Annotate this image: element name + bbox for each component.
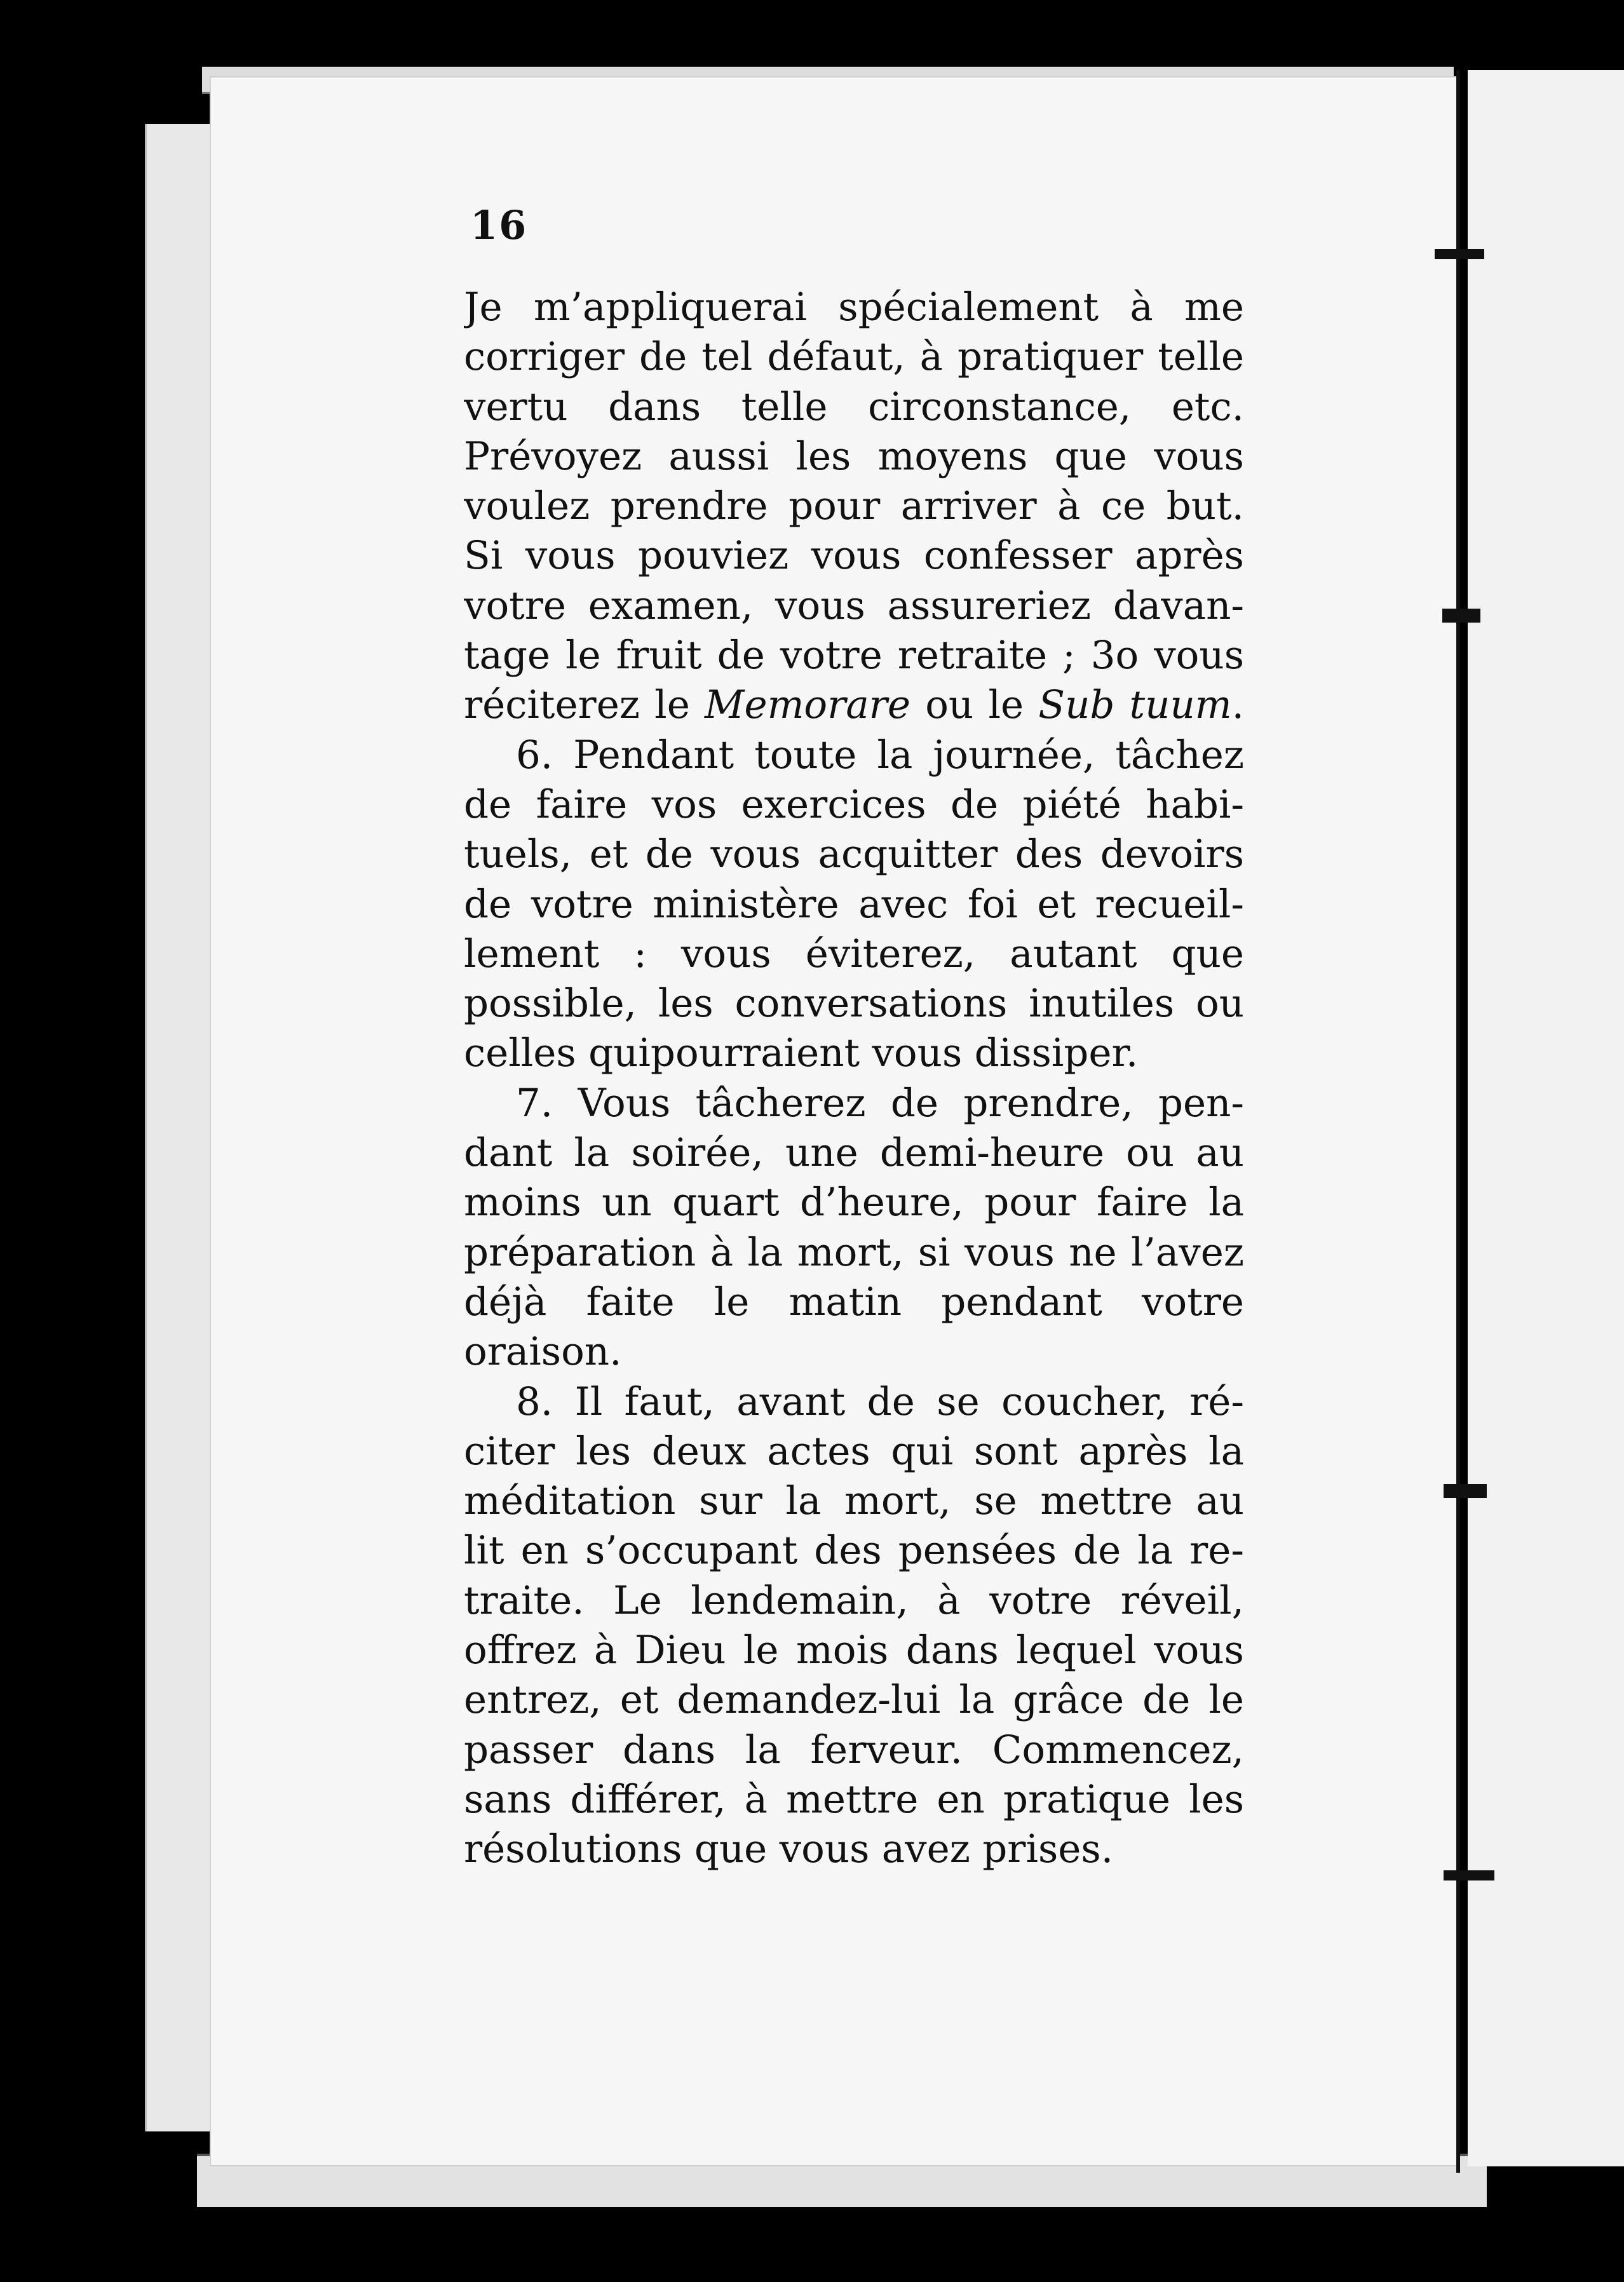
text-line: vertu dans telle circonstance, etc. bbox=[464, 384, 1244, 429]
text-line: 8. Il faut, avant de se coucher, ré- bbox=[516, 1379, 1244, 1424]
text-line: passer dans la ferveur. Commencez, bbox=[464, 1727, 1244, 1772]
body-text bbox=[464, 283, 1244, 1875]
page-number: 16 bbox=[470, 202, 528, 248]
text-line: lit en s’occupant des pensées de la re- bbox=[464, 1528, 1244, 1574]
text-line: de faire vos exercices de piété habi- bbox=[464, 781, 1244, 827]
text-line: 6. Pendant toute la journée, tâchez bbox=[516, 732, 1244, 778]
text-line: méditation sur la mort, se mettre au bbox=[464, 1478, 1244, 1524]
binding-stitch bbox=[1435, 249, 1484, 259]
binding-line bbox=[1456, 70, 1460, 2173]
text-line: sans différer, à mettre en pratique les bbox=[464, 1776, 1244, 1822]
text-line: oraison. bbox=[464, 1329, 622, 1375]
text-line: Si vous pouviez vous confesser après bbox=[464, 533, 1244, 579]
text-line: Prévoyez aussi les moyens que vous bbox=[464, 433, 1244, 479]
text-line: de votre ministère avec foi et recueil- bbox=[464, 881, 1244, 927]
text-line: votre examen, vous assureriez davan- bbox=[464, 583, 1244, 628]
text-line: possible, les conversations inutiles ou bbox=[464, 981, 1244, 1027]
text-line: voulez prendre pour arriver à ce but. bbox=[464, 483, 1244, 529]
text-line: citer les deux actes qui sont après la bbox=[464, 1428, 1244, 1474]
text-line: préparation à la mort, si vous ne l’avez bbox=[464, 1229, 1244, 1275]
text-line: tage le fruit de votre retraite ; 3o vous bbox=[464, 633, 1244, 679]
text-line: entrez, et demandez-lui la grâce de le bbox=[464, 1677, 1244, 1723]
text-line: offrez à Dieu le mois dans lequel vous bbox=[464, 1628, 1244, 1673]
text-line: moins un quart d’heure, pour faire la bbox=[464, 1180, 1244, 1225]
text-line: 7. Vous tâcherez de prendre, pen- bbox=[516, 1080, 1244, 1126]
text-line: déjà faite le matin pendant votre bbox=[464, 1279, 1244, 1325]
text-line: résolutions que vous avez prises. bbox=[464, 1826, 1114, 1872]
binding-stitch bbox=[1444, 1870, 1494, 1880]
text-line: Je m’appliquerai spécialement à me bbox=[464, 285, 1244, 330]
binding-stitch bbox=[1444, 1484, 1487, 1498]
text-line: traite. Le lendemain, à votre réveil, bbox=[464, 1577, 1244, 1623]
text-line: lement : vous éviterez, autant que bbox=[464, 931, 1244, 976]
facing-page bbox=[1468, 70, 1624, 2166]
text-line: tuels, et de vous acquitter des devoirs bbox=[464, 832, 1244, 877]
binding-stitch bbox=[1442, 609, 1480, 623]
text-line: réciterez le Memorare ou le Sub tuum. bbox=[464, 682, 1244, 728]
text-line: dant la soirée, une demi-heure ou au bbox=[464, 1130, 1244, 1176]
text-line: celles quipourraient vous dissiper. bbox=[464, 1030, 1139, 1076]
text-line: corriger de tel défaut, à pratiquer telle bbox=[464, 334, 1244, 380]
